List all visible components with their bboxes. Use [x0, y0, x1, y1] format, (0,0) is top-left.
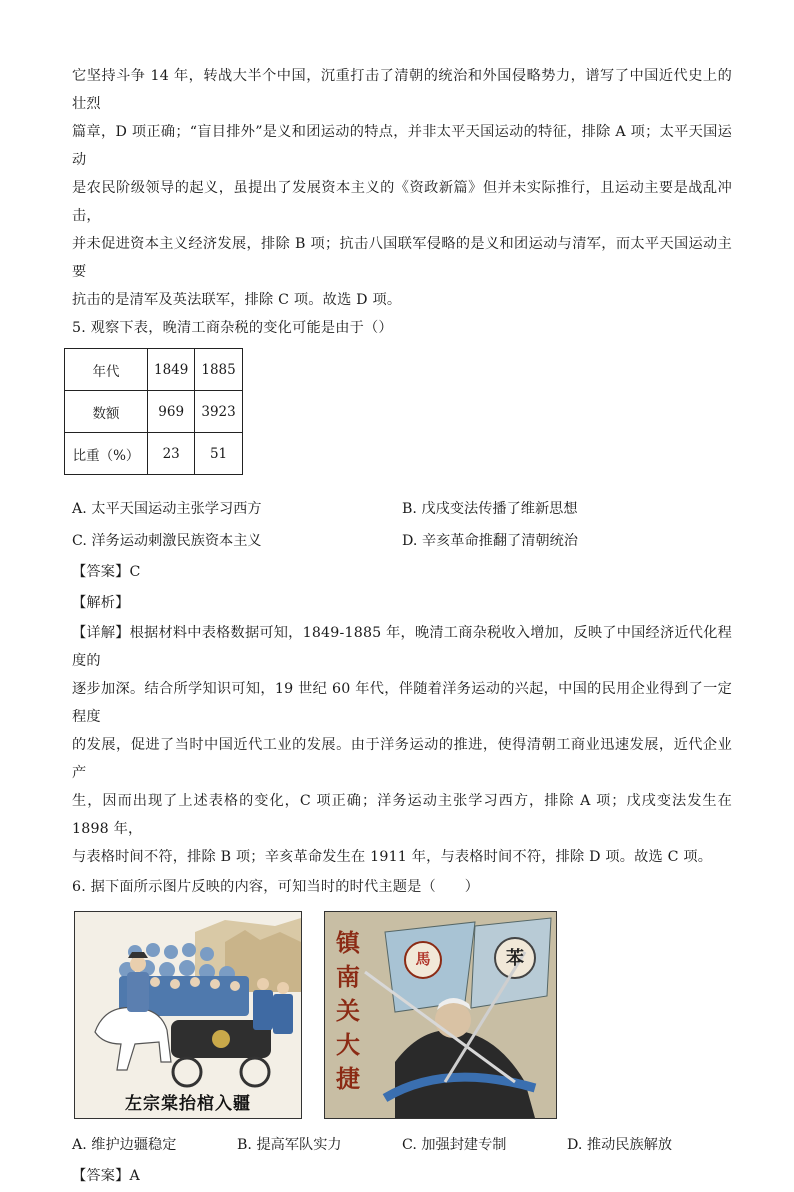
table-cell: 1849: [148, 349, 195, 391]
detail-line: 【详解】根据材料中表格数据可知，1849-1885 年，晚清工商杂税收入增加，反映了中国经济近代化程度的: [72, 625, 732, 669]
figure-title-vertical: [331, 926, 365, 1096]
title-char: 镇: [336, 928, 360, 957]
detail-line: 生，因而出现了上述表格的变化，C 项正确；洋务运动主张学习西方，排除 A 项；戊戌变法发生在 1898 年，: [72, 793, 732, 837]
table-cell: 23: [148, 433, 195, 475]
question-5: [72, 314, 732, 871]
option-b: B. 戊戌变法传播了维新思想: [402, 501, 578, 517]
banner-char-ma: 馬: [415, 950, 431, 968]
option-c: C. 加强封建专制: [402, 1137, 507, 1153]
figure-zuo-zongtang: [74, 911, 302, 1119]
option-c: C. 洋务运动刺激民族资本主义: [72, 533, 262, 549]
detail-line: 的发展，促进了当时中国近代工业的发展。由于洋务运动的推进，使得清朝工商业迅速发展，近代企业产: [72, 737, 732, 781]
table-cell: 年代: [65, 349, 148, 391]
previous-analysis: [72, 62, 732, 314]
option-a: A. 维护边疆稳定: [72, 1137, 177, 1153]
question-stem: 6. 据下面所示图片反映的内容，可知当时的时代主题是（ ）: [72, 879, 480, 895]
answer: 【答案】C: [72, 564, 141, 580]
table-cell: 1885: [195, 349, 242, 391]
figure-caption: 左宗棠抬棺入疆: [125, 1094, 251, 1114]
analysis-line: 篇章，D 项正确；“盲目排外”是义和团运动的特点，并非太平天国运动的特征，排除 A 项；太平天国运动: [72, 124, 732, 168]
detail-line: 逐步加深。结合所学知识可知，19 世纪 60 年代，伴随着洋务运动的兴起，中国的民用企业得到了一定程度: [72, 681, 732, 725]
analysis-line: 并未促进资本主义经济发展，排除 B 项；抗击八国联军侵略的是义和团运动与清军，而太平天国运动主要: [72, 236, 732, 280]
analysis-line: 是农民阶级领导的起义，虽提出了发展资本主义的《资政新篇》但并未实际推行，且运动主要是战乱冲击，: [72, 180, 732, 224]
table-row: [65, 391, 243, 433]
document-page: [72, 62, 732, 1192]
option-a: A. 太平天国运动主张学习西方: [72, 501, 262, 517]
question-stem: 5. 观察下表，晚清工商杂税的变化可能是由于（）: [72, 320, 393, 336]
table-cell: 数额: [65, 391, 148, 433]
title-char: 南: [336, 962, 360, 991]
figure-row: [72, 911, 732, 1123]
question-6: [72, 871, 732, 1192]
tax-table: [64, 348, 243, 475]
illustration-army-march: [75, 912, 301, 1118]
options: [72, 493, 732, 557]
figure-zhennanguan: [324, 911, 557, 1119]
answer: 【答案】A: [72, 1168, 140, 1184]
option-d: D. 推动民族解放: [567, 1137, 673, 1153]
options: [72, 1129, 732, 1161]
detail-line: 与表格时间不符，排除 B 项；辛亥革命发生在 1911 年，与表格时间不符，排除 D 项。故选 C 项。: [72, 849, 713, 865]
table-cell: 3923: [195, 391, 242, 433]
option-b: B. 提高军队实力: [237, 1137, 342, 1153]
option-d: D. 辛亥革命推翻了清朝统治: [402, 533, 578, 549]
table-cell: 51: [195, 433, 242, 475]
title-char: 大: [336, 1030, 360, 1059]
title-char: 捷: [336, 1064, 360, 1093]
table-cell: 比重（%）: [65, 433, 148, 475]
title-char: 关: [336, 996, 360, 1025]
table-row: [65, 349, 243, 391]
banner-char-su: 苯: [506, 948, 524, 969]
analysis-line: 抗击的是清军及英法联军，排除 C 项。故选 D 项。: [72, 292, 402, 308]
table-cell: 969: [148, 391, 195, 433]
table-row: [65, 433, 243, 475]
analysis-line: 它坚持斗争 14 年，转战大半个中国，沉重打击了清朝的统治和外国侵略势力，谱写了中国近代史上的壮烈: [72, 68, 732, 112]
analysis-label: 【解析】: [72, 595, 130, 611]
